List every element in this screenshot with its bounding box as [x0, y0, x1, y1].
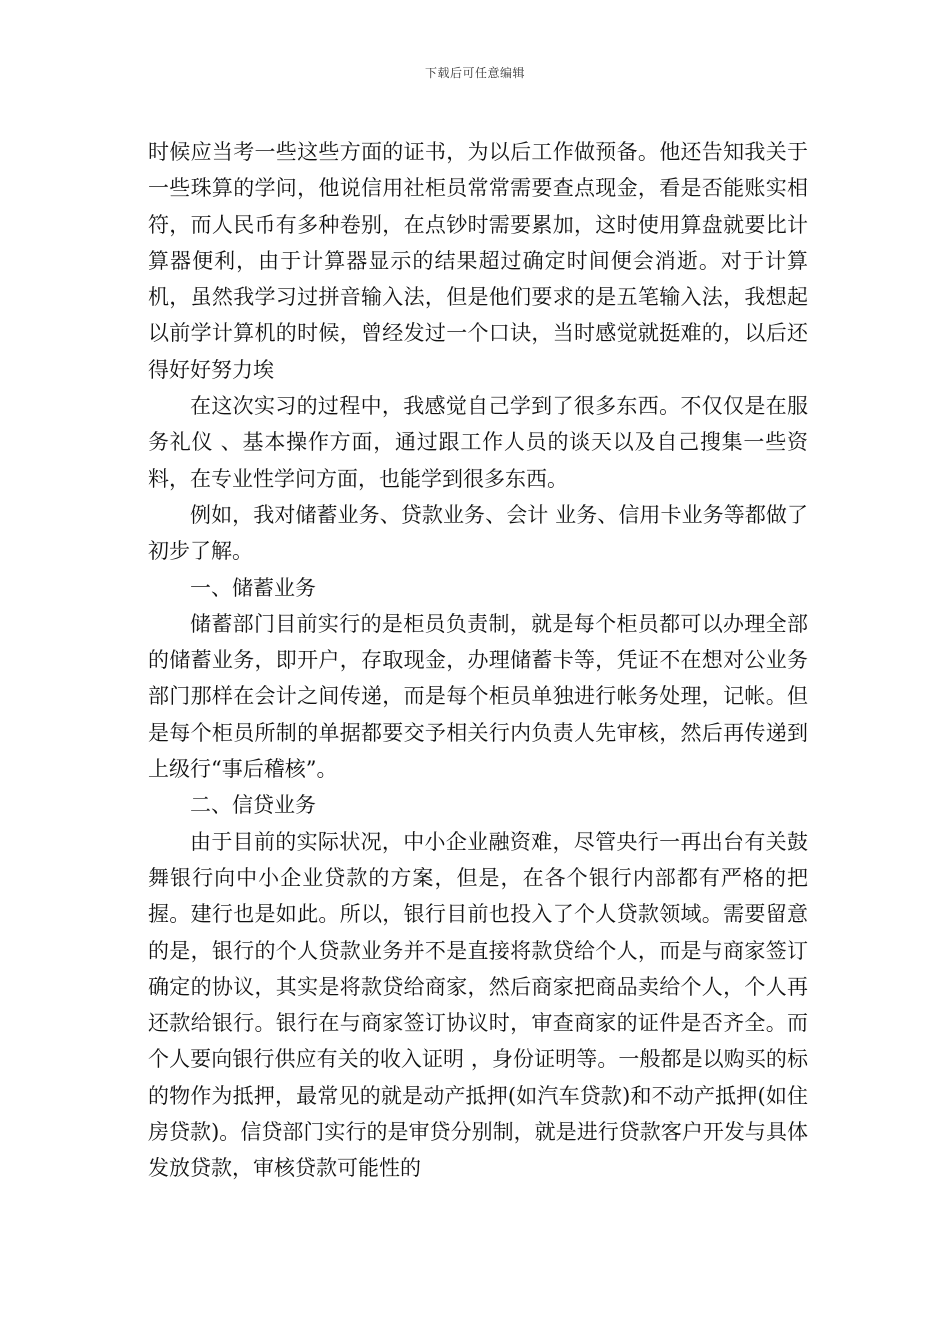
paragraph-2: 在这次实习的过程中，我感觉自己学到了很多东西。不仅仅是在服务礼仪 、基本操作方面，通过跟工作人员的谈天以及自己搜集一些资料，在专业性学问方面，也能学到很多东西。	[148, 394, 808, 491]
page-header: 下载后可任意编辑	[424, 66, 525, 80]
section-heading-savings: 一、储蓄业务	[190, 575, 316, 600]
paragraph-credit: 由于目前的实际状况，中小企业融资难，尽管央行一再出台有关鼓舞银行向中小企业贷款的方案，但是，在各个银行内部都有严格的把握。建行也是如此。所以，银行目前也投入了个人贷款领域。需要留意的是，银行的个人贷款业务并不是直接将款贷给个人，而是与商家签订确定的协议，其实是将款贷给商家，然后商家把商品卖给个人，个人再还款给银行。银行在与商家签订协议时，审查商家的证件是否齐全。而个人要向银行供应有关的收入证明 ，身份证明等。一般都是以购买的标的物作为抵押，最常见的就是动产抵押(如汽车贷款)和不动产抵押(如住房贷款)。信贷部门实行的是审贷分别制，就是进行贷款客户开发与具体发放贷款，审核贷款可能性的	[148, 829, 808, 1181]
section-heading-credit: 二、信贷业务	[190, 793, 316, 818]
paragraph-3: 例如，我对储蓄业务、贷款业务、会计 业务、信用卡业务等都做了初步了解。	[148, 502, 808, 564]
document-body	[148, 134, 808, 1187]
paragraph-savings: 储蓄部门目前实行的是柜员负责制，就是每个柜员都可以办理全部的储蓄业务，即开户，存取现金，办理储蓄卡等，凭证不在想对公业务部门那样在会计之间传递，而是每个柜员单独进行帐务处理，记帐。但是每个柜员所制的单据都要交予相关行内负责人先审核，然后再传递到上级行“事后稽核”。	[148, 611, 808, 782]
paragraph-1: 时候应当考一些这些方面的证书，为以后工作做预备。他还告知我关于一些珠算的学问，他说信用社柜员常常需要查点现金，看是否能账实相符，而人民币有多种卷别，在点钞时需要累加，这时使用算盘就要比计算器便利，由于计算器显示的结果超过确定时间便会消逝。对于计算机，虽然我学习过拼音输入法，但是他们要求的是五笔输入法，我想起以前学计算机的时候，曾经发过一个口诀，当时感觉就挺难的，以后还得好好努力埃	[148, 140, 808, 382]
